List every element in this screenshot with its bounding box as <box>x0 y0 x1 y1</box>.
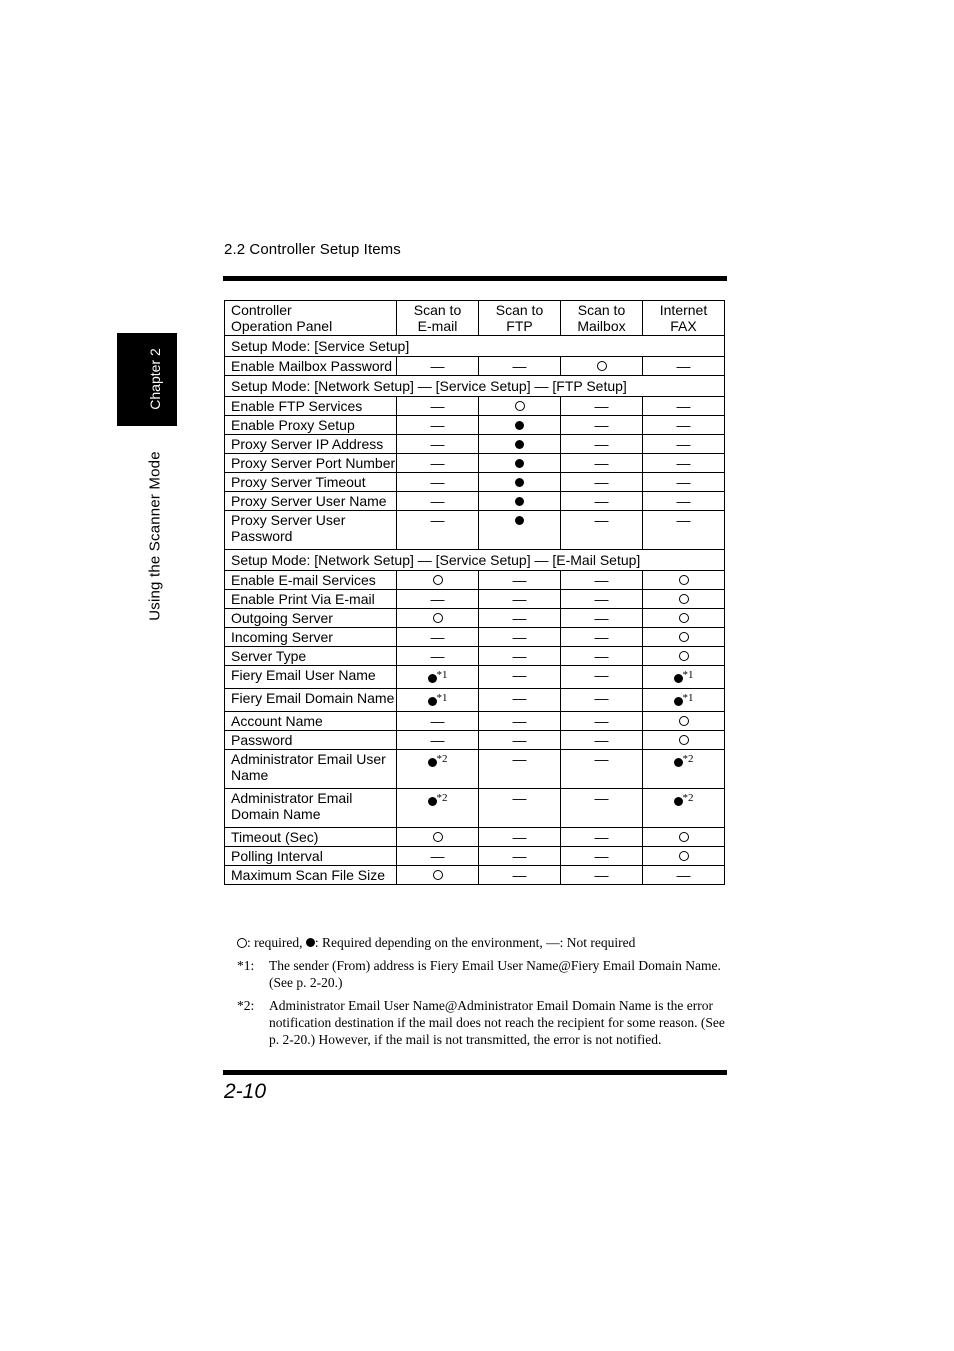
value-cell <box>643 397 725 416</box>
table-notes <box>237 934 727 1054</box>
table-row <box>225 847 725 866</box>
value-cell <box>479 454 561 473</box>
required-circle-icon <box>679 735 689 745</box>
value-cell <box>479 666 561 689</box>
not-required-dash: — <box>512 629 527 645</box>
not-required-dash: — <box>594 591 609 607</box>
not-required-dash: — <box>594 629 609 645</box>
value-cell <box>561 357 643 376</box>
table-row <box>225 609 725 628</box>
footnote-mark: *2: <box>237 998 255 1013</box>
value-cell <box>643 590 725 609</box>
value-cell <box>643 647 725 666</box>
value-cell <box>479 511 561 550</box>
legend-depends: : Required depending on the environment, —: Not required <box>314 935 636 950</box>
table-row <box>225 435 725 454</box>
not-required-dash: — <box>430 648 445 664</box>
environment-dot-icon <box>515 497 524 506</box>
row-label: Fiery Email User Name <box>225 666 397 689</box>
controller-setup-table <box>224 300 725 885</box>
value-cell <box>397 435 479 454</box>
required-circle-icon <box>679 575 689 585</box>
not-required-dash: — <box>594 829 609 845</box>
not-required-dash: — <box>676 436 691 452</box>
row-label: Proxy Server Timeout <box>225 473 397 492</box>
value-cell <box>479 571 561 590</box>
environment-dot-icon <box>674 758 683 767</box>
value-cell <box>397 847 479 866</box>
required-circle-icon <box>679 716 689 726</box>
table-row <box>225 628 725 647</box>
value-cell <box>561 590 643 609</box>
not-required-dash: — <box>430 848 445 864</box>
not-required-dash: — <box>594 690 609 706</box>
value-cell <box>643 416 725 435</box>
footnote-text: Administrator Email User Name@Administrator Email Domain Name is the error notification destination if the mail does not reach the recipient for some reason. (See p. 2-20.) However, if the mail is not transmitted, the error is not notified. <box>269 998 725 1047</box>
value-cell <box>397 511 479 550</box>
footnote-mark: *1: <box>237 958 255 973</box>
value-cell <box>561 731 643 750</box>
not-required-dash: — <box>430 493 445 509</box>
header-cell-item: Controller Operation Panel <box>225 301 397 336</box>
not-required-dash: — <box>594 417 609 433</box>
value-cell <box>397 789 479 828</box>
chapter-label: Chapter 2 <box>147 348 163 410</box>
not-required-dash: — <box>430 713 445 729</box>
section-title: Setup Mode: [Service Setup] <box>225 336 725 357</box>
environment-dot-icon <box>515 421 524 430</box>
table-header-row <box>225 301 725 336</box>
value-cell <box>643 712 725 731</box>
value-cell <box>643 731 725 750</box>
value-cell <box>561 647 643 666</box>
value-cell <box>479 647 561 666</box>
value-cell <box>397 416 479 435</box>
value-cell <box>479 731 561 750</box>
not-required-dash: — <box>594 572 609 588</box>
footnote-reference: *1 <box>682 669 694 681</box>
table-section-row <box>225 336 725 357</box>
row-label: Administrator Email User Name <box>225 750 397 789</box>
row-label: Proxy Server User Password <box>225 511 397 550</box>
value-cell <box>397 750 479 789</box>
header-cell: Internet FAX <box>643 301 725 336</box>
value-cell <box>561 628 643 647</box>
footnote-reference: *2 <box>682 753 694 765</box>
row-label: Enable E-mail Services <box>225 571 397 590</box>
value-cell <box>643 689 725 712</box>
row-label: Administrator Email Domain Name <box>225 789 397 828</box>
table-row <box>225 866 725 885</box>
value-cell <box>397 492 479 511</box>
table-row <box>225 828 725 847</box>
environment-dot-icon <box>428 674 437 683</box>
required-circle-icon <box>679 632 689 642</box>
row-label: Fiery Email Domain Name <box>225 689 397 712</box>
value-cell <box>643 571 725 590</box>
value-cell <box>479 847 561 866</box>
value-cell <box>397 712 479 731</box>
not-required-dash: — <box>594 648 609 664</box>
row-label: Enable Proxy Setup <box>225 416 397 435</box>
value-cell <box>397 689 479 712</box>
row-label: Incoming Server <box>225 628 397 647</box>
required-circle-icon <box>433 870 443 880</box>
footnote-2 <box>237 997 727 1048</box>
value-cell <box>397 454 479 473</box>
not-required-dash: — <box>594 732 609 748</box>
environment-dot-icon <box>428 697 437 706</box>
value-cell <box>397 571 479 590</box>
value-cell <box>479 628 561 647</box>
value-cell <box>643 357 725 376</box>
value-cell <box>479 435 561 454</box>
not-required-dash: — <box>594 493 609 509</box>
value-cell <box>479 750 561 789</box>
value-cell <box>479 789 561 828</box>
value-cell <box>561 689 643 712</box>
value-cell <box>561 712 643 731</box>
not-required-dash: — <box>594 848 609 864</box>
value-cell <box>643 454 725 473</box>
footnote-text: The sender (From) address is Fiery Email User Name@Fiery Email Domain Name. (See p. 2-20.) <box>269 958 721 990</box>
environment-dot-icon <box>515 516 524 525</box>
footnote-reference: *2 <box>436 753 448 765</box>
footnote-reference: *1 <box>682 692 694 704</box>
table-row <box>225 789 725 828</box>
environment-dot-icon <box>515 459 524 468</box>
required-circle-icon <box>679 832 689 842</box>
value-cell <box>561 847 643 866</box>
table-row <box>225 416 725 435</box>
required-circle-icon <box>515 401 525 411</box>
value-cell <box>479 590 561 609</box>
environment-dot-icon <box>674 697 683 706</box>
value-cell <box>479 609 561 628</box>
not-required-dash: — <box>676 358 691 374</box>
row-label: Enable Print Via E-mail <box>225 590 397 609</box>
not-required-dash: — <box>594 867 609 883</box>
row-label: Proxy Server IP Address <box>225 435 397 454</box>
not-required-dash: — <box>676 512 691 528</box>
value-cell <box>643 828 725 847</box>
value-cell <box>643 847 725 866</box>
environment-dot-icon <box>306 938 315 947</box>
value-cell <box>643 628 725 647</box>
chapter-title-vertical: Using the Scanner Mode <box>146 451 164 621</box>
not-required-dash: — <box>594 474 609 490</box>
value-cell <box>561 473 643 492</box>
not-required-dash: — <box>512 572 527 588</box>
table-row <box>225 590 725 609</box>
value-cell <box>397 357 479 376</box>
required-circle-icon <box>433 832 443 842</box>
not-required-dash: — <box>512 358 527 374</box>
not-required-dash: — <box>512 732 527 748</box>
value-cell <box>479 416 561 435</box>
section-title: Setup Mode: [Network Setup] — [Service Setup] — [FTP Setup] <box>225 376 725 397</box>
value-cell <box>643 866 725 885</box>
value-cell <box>479 866 561 885</box>
value-cell <box>479 473 561 492</box>
row-label: Password <box>225 731 397 750</box>
row-label: Maximum Scan File Size <box>225 866 397 885</box>
footnote-reference: *2 <box>682 792 694 804</box>
required-circle-icon <box>679 594 689 604</box>
not-required-dash: — <box>676 474 691 490</box>
value-cell <box>397 397 479 416</box>
value-cell <box>397 866 479 885</box>
value-cell <box>561 397 643 416</box>
table-row <box>225 689 725 712</box>
section-title: Setup Mode: [Network Setup] — [Service Setup] — [E-Mail Setup] <box>225 550 725 571</box>
not-required-dash: — <box>430 512 445 528</box>
footnote-reference: *2 <box>436 792 448 804</box>
environment-dot-icon <box>515 478 524 487</box>
not-required-dash: — <box>430 358 445 374</box>
not-required-dash: — <box>430 629 445 645</box>
table-section-row <box>225 550 725 571</box>
table-row <box>225 492 725 511</box>
bottom-rule <box>223 1070 727 1075</box>
row-label: Enable Mailbox Password <box>225 357 397 376</box>
value-cell <box>397 731 479 750</box>
table-row <box>225 731 725 750</box>
row-label: Enable FTP Services <box>225 397 397 416</box>
not-required-dash: — <box>512 667 527 683</box>
not-required-dash: — <box>430 417 445 433</box>
header-cell: Scan to E-mail <box>397 301 479 336</box>
not-required-dash: — <box>594 790 609 806</box>
value-cell <box>397 628 479 647</box>
required-circle-icon <box>679 651 689 661</box>
value-cell <box>397 609 479 628</box>
required-circle-icon <box>679 613 689 623</box>
value-cell <box>561 511 643 550</box>
top-rule <box>223 276 727 281</box>
value-cell <box>479 828 561 847</box>
environment-dot-icon <box>428 758 437 767</box>
value-cell <box>479 689 561 712</box>
value-cell <box>643 492 725 511</box>
value-cell <box>643 609 725 628</box>
value-cell <box>561 454 643 473</box>
value-cell <box>397 666 479 689</box>
value-cell <box>561 750 643 789</box>
not-required-dash: — <box>512 610 527 626</box>
table-row <box>225 511 725 550</box>
required-circle-icon <box>237 938 247 948</box>
footnote-reference: *1 <box>436 692 448 704</box>
value-cell <box>561 435 643 454</box>
header-cell: Scan to Mailbox <box>561 301 643 336</box>
environment-dot-icon <box>428 797 437 806</box>
row-label: Outgoing Server <box>225 609 397 628</box>
page-number: 2-10 <box>224 1080 267 1103</box>
value-cell <box>643 473 725 492</box>
value-cell <box>561 492 643 511</box>
value-cell <box>561 416 643 435</box>
not-required-dash: — <box>512 751 527 767</box>
value-cell <box>561 866 643 885</box>
environment-dot-icon <box>674 674 683 683</box>
table-row <box>225 571 725 590</box>
table-row <box>225 750 725 789</box>
not-required-dash: — <box>512 690 527 706</box>
not-required-dash: — <box>430 591 445 607</box>
value-cell <box>561 666 643 689</box>
value-cell <box>561 609 643 628</box>
table-row <box>225 712 725 731</box>
table-row <box>225 647 725 666</box>
not-required-dash: — <box>512 867 527 883</box>
value-cell <box>561 571 643 590</box>
value-cell <box>479 397 561 416</box>
table-row <box>225 454 725 473</box>
not-required-dash: — <box>430 732 445 748</box>
value-cell <box>479 712 561 731</box>
value-cell <box>397 828 479 847</box>
not-required-dash: — <box>430 398 445 414</box>
value-cell <box>397 647 479 666</box>
table-row <box>225 666 725 689</box>
required-circle-icon <box>597 361 607 371</box>
value-cell <box>479 357 561 376</box>
not-required-dash: — <box>676 455 691 471</box>
row-label: Timeout (Sec) <box>225 828 397 847</box>
not-required-dash: — <box>512 829 527 845</box>
value-cell <box>397 590 479 609</box>
not-required-dash: — <box>594 667 609 683</box>
not-required-dash: — <box>512 713 527 729</box>
header-cell: Scan to FTP <box>479 301 561 336</box>
row-label: Server Type <box>225 647 397 666</box>
not-required-dash: — <box>512 648 527 664</box>
section-header: 2.2 Controller Setup Items <box>224 241 401 258</box>
not-required-dash: — <box>512 848 527 864</box>
footnote-1 <box>237 957 727 991</box>
table-row <box>225 473 725 492</box>
table-section-row <box>225 376 725 397</box>
value-cell <box>561 828 643 847</box>
not-required-dash: — <box>676 867 691 883</box>
not-required-dash: — <box>594 751 609 767</box>
not-required-dash: — <box>594 436 609 452</box>
row-label: Proxy Server User Name <box>225 492 397 511</box>
not-required-dash: — <box>676 493 691 509</box>
not-required-dash: — <box>430 474 445 490</box>
value-cell <box>643 789 725 828</box>
not-required-dash: — <box>512 591 527 607</box>
not-required-dash: — <box>594 398 609 414</box>
not-required-dash: — <box>676 417 691 433</box>
required-circle-icon <box>433 613 443 623</box>
not-required-dash: — <box>430 455 445 471</box>
value-cell <box>397 473 479 492</box>
not-required-dash: — <box>594 610 609 626</box>
not-required-dash: — <box>594 713 609 729</box>
value-cell <box>479 492 561 511</box>
not-required-dash: — <box>594 512 609 528</box>
row-label: Polling Interval <box>225 847 397 866</box>
row-label: Account Name <box>225 712 397 731</box>
required-circle-icon <box>679 851 689 861</box>
value-cell <box>561 789 643 828</box>
not-required-dash: — <box>594 455 609 471</box>
environment-dot-icon <box>674 797 683 806</box>
required-circle-icon <box>433 575 443 585</box>
value-cell <box>643 750 725 789</box>
value-cell <box>643 666 725 689</box>
symbol-legend <box>237 934 727 951</box>
not-required-dash: — <box>512 790 527 806</box>
value-cell <box>643 435 725 454</box>
table-row <box>225 397 725 416</box>
footnote-reference: *1 <box>436 669 448 681</box>
environment-dot-icon <box>515 440 524 449</box>
not-required-dash: — <box>676 398 691 414</box>
value-cell <box>643 511 725 550</box>
legend-required: : required, <box>247 935 306 950</box>
row-label: Proxy Server Port Number <box>225 454 397 473</box>
table-row <box>225 357 725 376</box>
not-required-dash: — <box>430 436 445 452</box>
